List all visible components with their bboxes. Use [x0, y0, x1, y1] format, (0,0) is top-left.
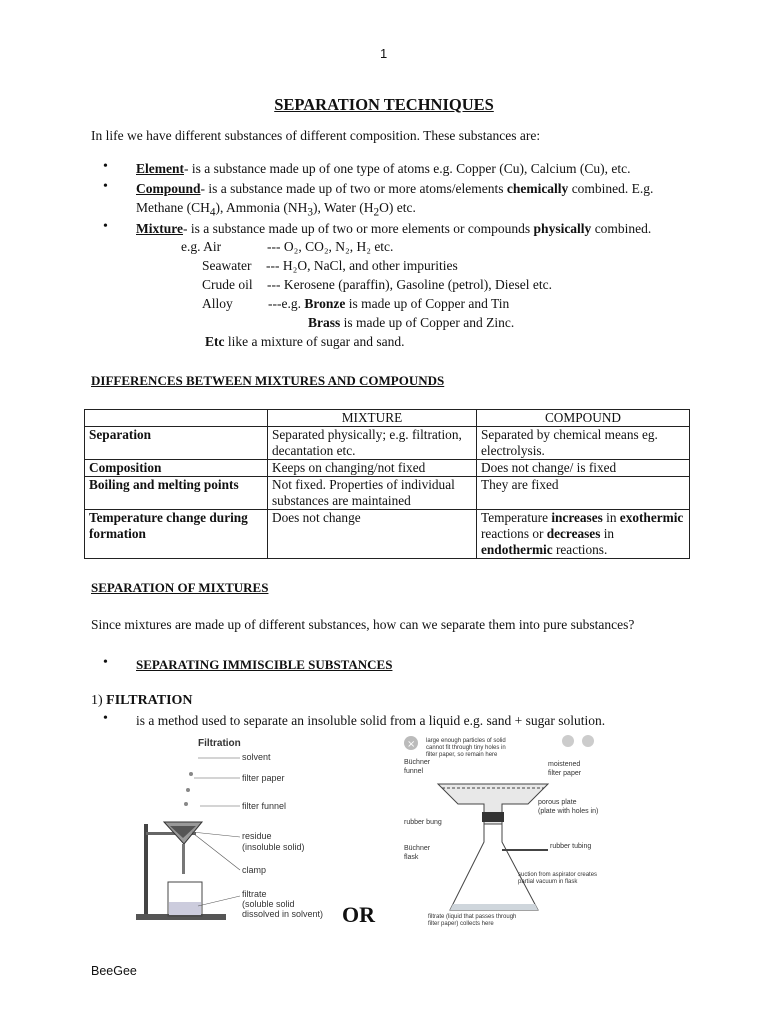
bullet-icon: •	[103, 711, 108, 726]
definition-compound: Compound- is a substance made up of two or more atoms/elements chemically combined. E.g.	[136, 181, 654, 196]
svg-text:filtrate: filtrate	[242, 889, 267, 899]
compound-cell: Does not change/ is fixed	[477, 460, 690, 477]
svg-text:clamp: clamp	[242, 865, 267, 875]
mixture-cell: Keeps on changing/not fixed	[268, 460, 477, 477]
table-row	[85, 460, 690, 477]
separation-question: Since mixtures are made up of different substances, how can we separate them into pure substances?	[91, 617, 635, 632]
svg-text:rubber bung: rubber bung	[404, 819, 442, 826]
table-header-cell	[85, 410, 268, 427]
page-number: 1	[380, 46, 388, 61]
example-crude-label: Crude oil	[202, 277, 253, 292]
svg-text:cannot fit through tiny holes: cannot fit through tiny holes in	[426, 745, 506, 751]
drop-icon	[186, 788, 190, 792]
svg-text:Büchner: Büchner	[404, 845, 431, 852]
filtrate-icon	[169, 902, 201, 915]
svg-text:(insoluble solid): (insoluble solid)	[242, 842, 305, 852]
example-alloy-label: Alloy	[202, 296, 233, 311]
or-text: OR	[342, 902, 375, 927]
prev-arrow-icon[interactable]	[562, 735, 574, 747]
buchner-flask-icon	[450, 824, 538, 910]
table-row	[85, 477, 690, 510]
svg-text:residue: residue	[242, 831, 272, 841]
svg-text:dissolved in solvent): dissolved in solvent)	[242, 909, 324, 919]
funnel-stem	[182, 844, 185, 874]
filtrate-icon	[450, 904, 538, 910]
svg-text:×: ×	[407, 739, 416, 750]
svg-text:filter paper, so remain here: filter paper, so remain here	[426, 752, 498, 758]
comparison-table	[84, 409, 690, 559]
row-label: Separation	[85, 427, 268, 460]
example-alloy-brass: Brass is made up of Copper and Zinc.	[308, 315, 515, 330]
svg-text:filter paper) collects here: filter paper) collects here	[428, 921, 494, 927]
compound-cell: Temperature increases in exothermic reactions or decreases in endothermic reactions.	[477, 510, 690, 559]
filtration-figure-right	[398, 732, 608, 927]
svg-text:partial vacuum in flask: partial vacuum in flask	[518, 879, 578, 885]
separation-heading: SEPARATION OF MIXTURES	[91, 580, 269, 595]
filtration-figure-left	[136, 734, 336, 926]
svg-text:Büchner: Büchner	[404, 759, 431, 766]
stand-rod	[144, 824, 148, 914]
table-header-row	[85, 410, 690, 427]
filtration-bullet: is a method used to separate an insoluble solid from a liquid e.g. sand + sugar solution.	[136, 713, 606, 728]
bullet-icon: •	[103, 655, 108, 670]
bullet-icon: •	[103, 159, 108, 174]
svg-text:moistened: moistened	[548, 761, 581, 768]
compound-cell: They are fixed	[477, 477, 690, 510]
row-label: Composition	[85, 460, 268, 477]
example-seawater-value: --- H₂O, NaCl, and other impurities	[266, 258, 458, 273]
table-row	[85, 427, 690, 460]
differences-heading: DIFFERENCES BETWEEN MIXTURES AND COMPOUNDS	[91, 373, 445, 388]
svg-text:filter paper: filter paper	[548, 770, 582, 777]
footer-text: BeeGee	[91, 964, 137, 978]
svg-text:rubber tubing: rubber tubing	[550, 843, 592, 850]
definition-element: Element- is a substance made up of one type of atoms e.g. Copper (Cu), Calcium (Cu), etc.	[136, 161, 631, 176]
example-air-value: --- O₂, CO₂, N₂, H₂ etc.	[267, 239, 394, 254]
svg-text:filter paper: filter paper	[242, 773, 285, 783]
svg-text:suction from aspirator creates: suction from aspirator creates	[518, 872, 598, 878]
intro-text: In life we have different substances of different composition. These substances are:	[91, 128, 541, 143]
svg-text:(plate with holes in): (plate with holes in)	[538, 808, 599, 815]
bullet-icon: •	[103, 179, 108, 194]
immiscible-heading: SEPARATING IMMISCIBLE SUBSTANCES	[136, 657, 393, 672]
drop-icon	[184, 802, 188, 806]
example-alloy-bronze: ---e.g. Bronze is made up of Copper and Tin	[268, 296, 510, 311]
example-crude-value: --- Kerosene (paraffin), Gasoline (petrol), Diesel etc.	[267, 277, 552, 292]
example-etc: Etc like a mixture of sugar and sand.	[205, 334, 405, 349]
definition-compound-examples: Methane $(CH_4)$, Ammonia $(NH_3)$, Water $(H_2O)$ etc.	[136, 200, 416, 219]
svg-text:filter funnel: filter funnel	[242, 801, 287, 811]
example-air-label: e.g. Air	[181, 239, 222, 254]
table-header-cell: COMPOUND	[477, 410, 690, 427]
definition-mixture: Mixture- is a substance made up of two or more elements or compounds physically combined.	[136, 221, 652, 236]
svg-text:solvent: solvent	[242, 752, 271, 762]
table-header-cell: MIXTURE	[268, 410, 477, 427]
row-label: Boiling and melting points	[85, 477, 268, 510]
filtration-heading: 1) FILTRATION	[91, 693, 193, 708]
svg-text:porous plate: porous plate	[538, 799, 577, 806]
compound-cell: Separated by chemical means eg. electrolysis.	[477, 427, 690, 460]
svg-text:funnel: funnel	[404, 768, 424, 775]
drop-icon	[189, 772, 193, 776]
rubber-bung-icon	[482, 812, 504, 822]
page-title: SEPARATION TECHNIQUES	[274, 95, 494, 114]
next-arrow-icon[interactable]	[582, 735, 594, 747]
bullet-icon: •	[103, 219, 108, 234]
mixture-cell: Not fixed. Properties of individual substances are maintained	[268, 477, 477, 510]
svg-text:filtrate (liquid that passes t: filtrate (liquid that passes through	[428, 914, 517, 920]
svg-text:large enough particles of soli: large enough particles of solid	[426, 738, 506, 744]
table-row	[85, 510, 690, 559]
mixture-cell: Separated physically; e.g. filtration, decantation etc.	[268, 427, 477, 460]
row-label: Temperature change during formation	[85, 510, 268, 559]
figure-title: Filtration	[198, 738, 241, 749]
svg-text:flask: flask	[404, 854, 419, 861]
example-seawater-label: Seawater	[202, 258, 252, 273]
mixture-cell: Does not change	[268, 510, 477, 559]
svg-text:(soluble solid: (soluble solid	[242, 899, 295, 909]
